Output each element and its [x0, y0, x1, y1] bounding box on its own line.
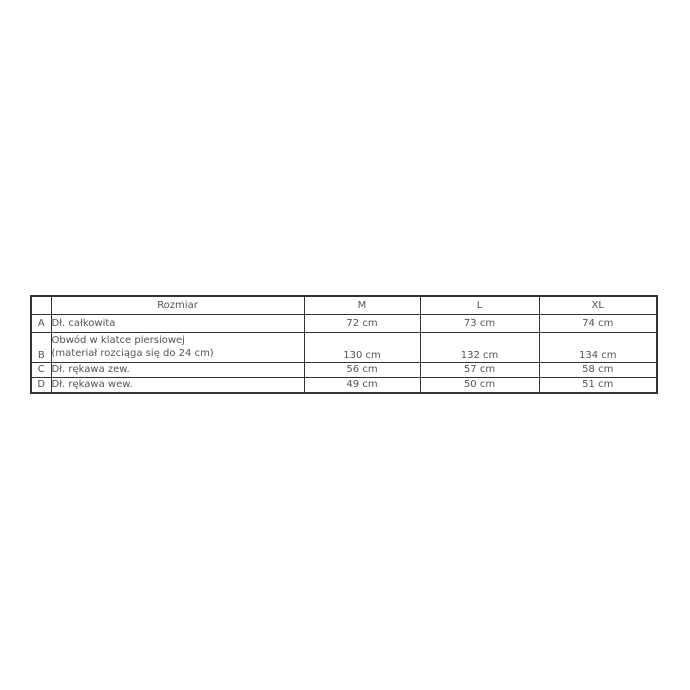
- table-row-c: [31, 362, 657, 377]
- row-d-value-xl: 51 cm: [539, 377, 657, 393]
- size-table: [30, 295, 658, 394]
- row-c-letter: C: [31, 362, 51, 377]
- header-size-l: L: [420, 296, 539, 314]
- row-c-value-m: 56 cm: [304, 362, 420, 377]
- row-a-value-l: 73 cm: [420, 314, 539, 332]
- row-a-value-xl: 74 cm: [539, 314, 657, 332]
- row-c-label: [51, 362, 304, 377]
- table-row-d: [31, 377, 657, 393]
- row-b-value-m: 130 cm: [304, 332, 420, 362]
- header-corner-cell: [31, 296, 51, 314]
- header-size-xl: XL: [539, 296, 657, 314]
- row-d-letter: D: [31, 377, 51, 393]
- row-a-label: [51, 314, 304, 332]
- header-row: [31, 296, 657, 314]
- row-b-value-l: 132 cm: [420, 332, 539, 362]
- row-c-value-l: 57 cm: [420, 362, 539, 377]
- row-a-value-m: 72 cm: [304, 314, 420, 332]
- row-b-label-line1: Obwód w klatce piersiowej: [51, 335, 185, 346]
- row-b-value-xl: 134 cm: [539, 332, 657, 362]
- row-a-label-line1: Dł. całkowita: [51, 317, 116, 329]
- size-chart-container: [30, 295, 658, 394]
- header-size-m: M: [304, 296, 420, 314]
- row-d-value-m: 49 cm: [304, 377, 420, 393]
- row-b-label-line2: (materiał rozciąga się do 24 cm): [51, 348, 214, 359]
- row-a-letter: A: [31, 314, 51, 332]
- row-b-letter: B: [31, 332, 51, 362]
- row-d-label-line1: Dł. rękawa wew.: [51, 379, 133, 391]
- row-d-value-l: 50 cm: [420, 377, 539, 393]
- header-dimension-label: Rozmiar: [51, 296, 304, 314]
- row-c-value-xl: 58 cm: [539, 362, 657, 377]
- row-d-label: [51, 377, 304, 393]
- row-b-label: [51, 332, 304, 362]
- table-row-b: [31, 332, 657, 362]
- row-c-label-line1: Dł. rękawa zew.: [51, 364, 130, 375]
- table-row-a: [31, 314, 657, 332]
